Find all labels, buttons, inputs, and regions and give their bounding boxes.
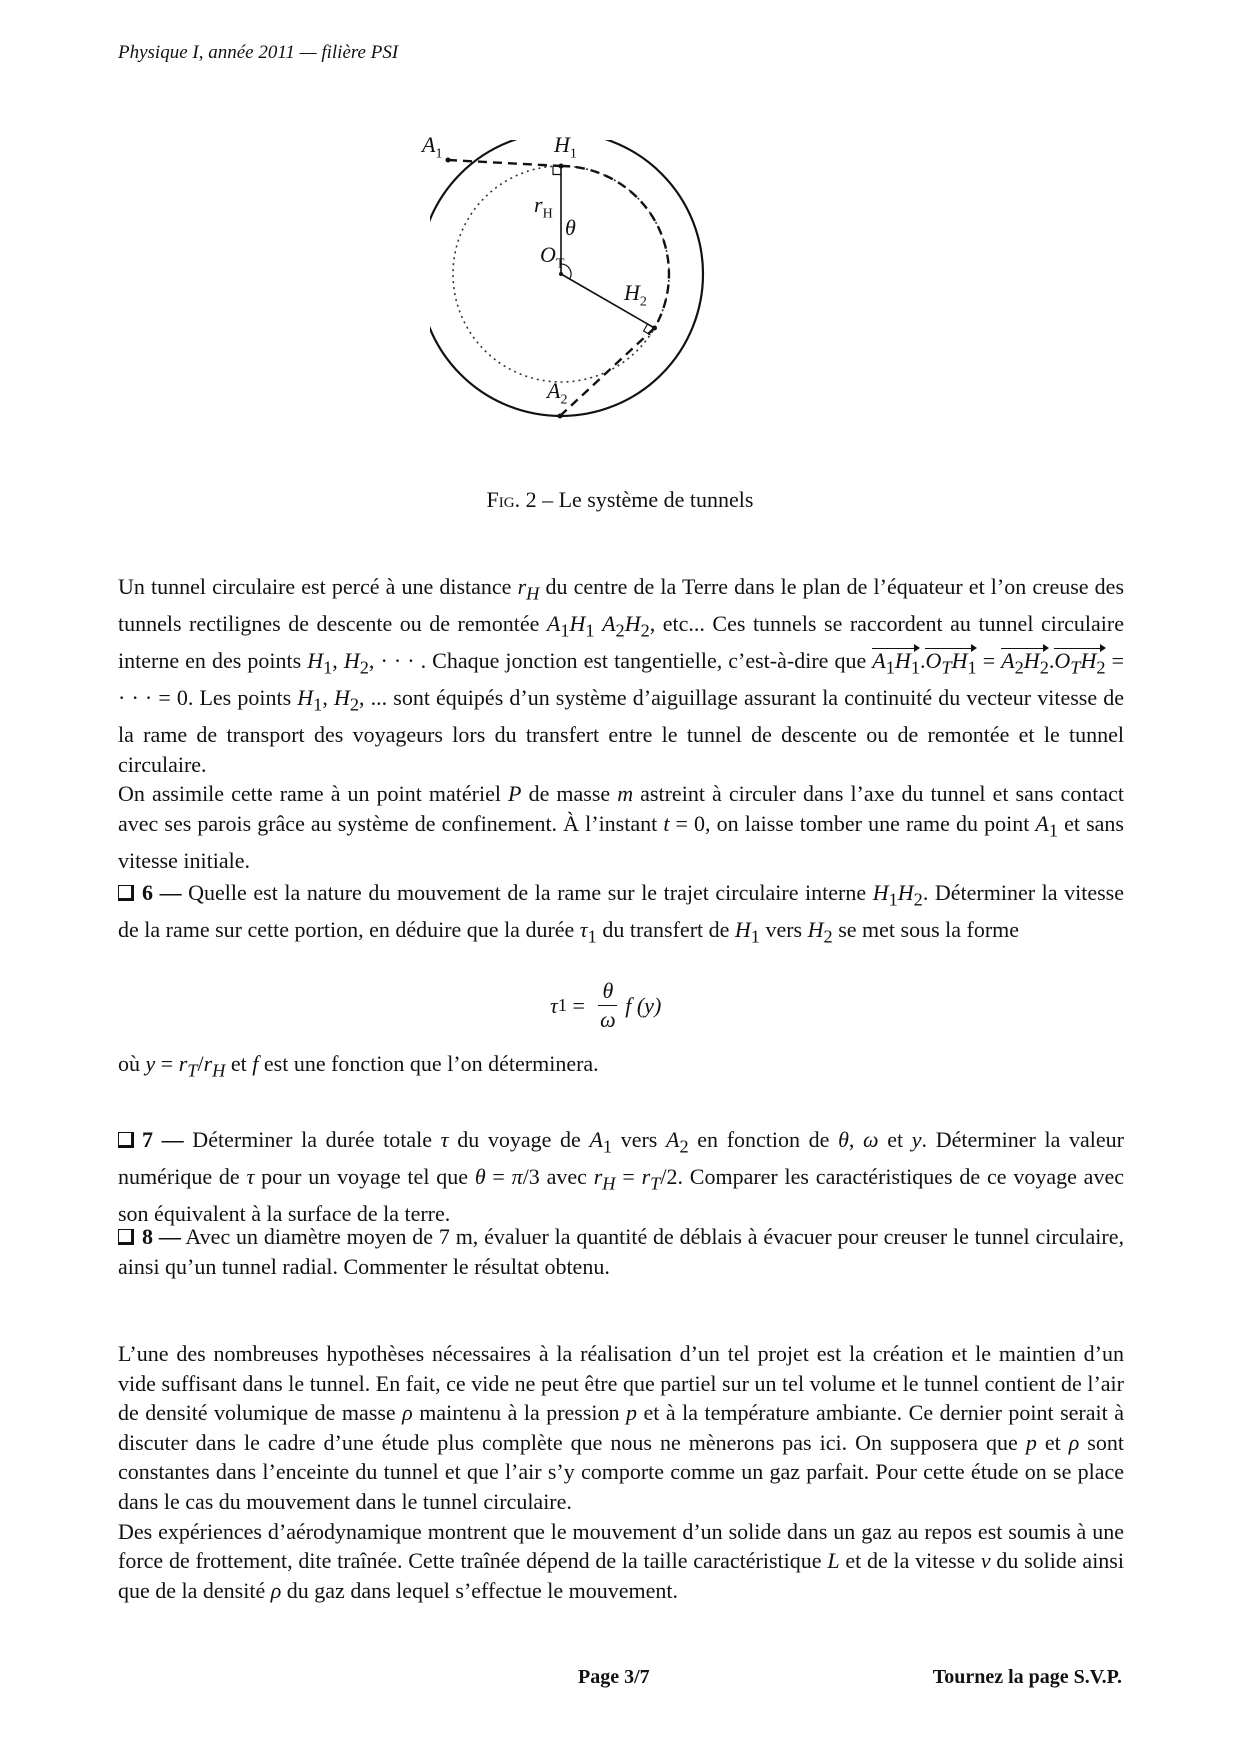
question-6: 6 — Quelle est la nature du mouvement de la rame sur le trajet circulaire interne $H_1H_2$. Déterminer la vitesse de la rame sur cette portion, en déduire que la durée $\tau_1$ du transfert de $H_1$ vers $H_2$ se met sous la forme: [118, 880, 1124, 947]
label-ot: $O_T$: [540, 242, 565, 272]
question-8: 8 — Avec un diamètre moyen de 7 m, évaluer la quantité de déblais à évacuer pour creuser le tunnel circulaire, ainsi qu’un tunnel radial. Commenter le résultat obtenu.: [118, 1224, 1125, 1279]
fraction: $\frac{\theta}{\omega}$: [600, 978, 616, 1032]
point-a1: [446, 158, 451, 163]
figure-caption: Fig. 2 – Le système de tunnels: [486, 487, 754, 512]
turn-page-note: Tournez la page S.V.P.: [932, 1666, 1122, 1688]
label-a2: $A_2$: [547, 378, 568, 408]
point-h2: [652, 326, 657, 331]
label-h2: $H_2$: [624, 280, 647, 310]
drag-paragraph-1: L’une des nombreuses hypothèses nécessaires à la réalisation d’un tel projet est la création et le maintien d’un vide suffisant dans le tunnel. En fait, ce vide ne peut être que partiel sur un tel volume et le tunnel contient de l’air de densité volumique de masse ρ maintenu à la pression p et à la température ambiante. Ce dernier point serait à discuter dans le cadre d’une étude plus complète que nous ne mènerons pas ici. On supposera que p et ρ sont constantes dans l’enceinte du tunnel et que l’air s’y comporte comme un gaz parfait. Pour cette étude on se place dans le cas du mouvement dans le tunnel circulaire.: [118, 1341, 1124, 1514]
tunnel-h2-a2: [560, 328, 655, 416]
label-theta: θ: [565, 215, 576, 240]
intro-section: [118, 572, 1124, 875]
intro-paragraph-1: Un tunnel circulaire est percé à une distance $r_H$ du centre de la Terre dans le plan de l’équateur et l’on creuse des tunnels rectilignes de descente ou de remontée $A_1H_1$ $A_2H_2$, etc... Ces tunnels se raccordent au tunnel circulaire interne en des points $H_1$, $H_2$, · · · . Chaque jonction est tangentielle, c’est-à-dire que $A_1H_1.O_TH_1 = A_2H_2.O_TH_2$ = · · · = 0. Les points $H_1$, $H_2$, ... sont équipés d’un système d’aiguillage assurant la continuité du vecteur vitesse de la rame de transport des voyageurs lors du transfert entre le tunnel de descente ou de remontée et le tunnel circulaire.: [118, 574, 1125, 777]
question-7: 7 — Déterminer la durée totale τ du voyage de $A_1$ vers $A_2$ en fonction de θ, ω et y. Déterminer la valeur numérique de τ pour un voyage tel que θ = π/3 avec $r_H = r_T/2$. Comparer les caractéristiques de ce voyage avec son équivalent à la surface de la terre.: [118, 1127, 1125, 1226]
checkbox-icon: [118, 885, 134, 901]
running-header: Physique I, année 2011 — filière PSI: [118, 42, 399, 63]
circular-tunnel-arc: [561, 166, 669, 328]
tunnel-a1-h1: [448, 160, 561, 166]
page-number: Page 3/7: [578, 1666, 650, 1688]
tunnel-figure: [422, 132, 850, 480]
point-h1: [559, 164, 564, 169]
formula-tau1: τ 1 = $\frac{\theta}{\omega}$ f (y): [550, 978, 662, 1032]
label-h1: $H_1$: [554, 132, 577, 162]
point-ot: [559, 272, 563, 276]
checkbox-icon: [118, 1229, 134, 1245]
question-6-after: où $y = r_T/r_H$ et f est une fonction que l’on déterminera.: [118, 1051, 599, 1081]
drag-paragraph-2: Des expériences d’aérodynamique montrent que le mouvement d’un solide dans un gaz au repos est soumis à une force de frottement, dite traînée. Cette traînée dépend de la taille caractéristique L et de la vitesse v du solide ainsi que de la densité ρ du gaz dans lequel s’effectue le mouvement.: [118, 1518, 1124, 1603]
intro-paragraph-2: On assimile cette rame à un point matériel P de masse m astreint à circuler dans l’axe du tunnel et sans contact avec ses parois grâce au système de confinement. À l’instant t = 0, on laisse tomber une rame du point $A_1$ et sans vitesse initiale.: [118, 781, 1124, 873]
checkbox-icon: [118, 1132, 134, 1148]
label-a1: $A_1$: [422, 132, 443, 162]
point-a2: [558, 414, 563, 419]
drag-section: [118, 1339, 1124, 1605]
label-rh: $r_H$: [534, 192, 553, 222]
